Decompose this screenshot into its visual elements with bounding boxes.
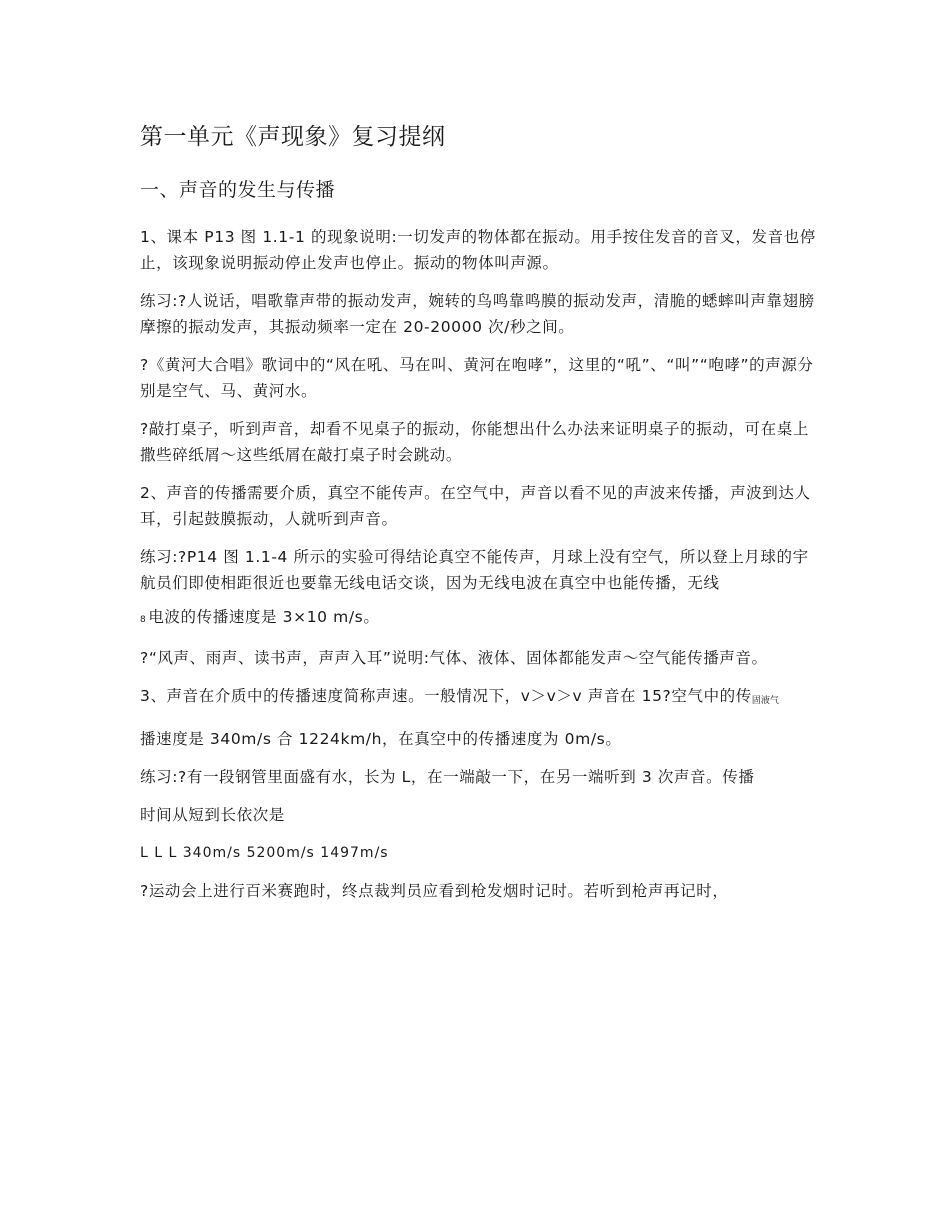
paragraph: 练习:?P14 图 1.1-4 所示的实验可得结论真空不能传声，月球上没有空气，所以登上月球的宇航员们即使相距很近也要靠无线电话交谈，因为无线电波在真空中也能传播，无线 bbox=[140, 548, 809, 592]
paragraph bbox=[140, 683, 820, 714]
document-page bbox=[140, 120, 820, 904]
page-title: 第一单元《声现象》复习提纲 bbox=[140, 124, 446, 150]
paragraph-text: 3、声音在介质中的传播速度简称声速。一般情况下，v＞v＞v 声音在 15?空气中的传 bbox=[140, 687, 752, 705]
paragraph: 2、声音的传播需要介质，真空不能传声。在空气中，声音以看不见的声波来传播，声波到达人耳，引起鼓膜振动，人就听到声音。 bbox=[140, 484, 811, 528]
paragraph: ?“风声、雨声、读书声，声声入耳”说明:气体、液体、固体都能发声～空气能传播声音。 bbox=[140, 649, 768, 667]
paragraph bbox=[140, 604, 820, 633]
paragraph: ?《黄河大合唱》歌词中的“风在吼、马在叫、黄河在咆哮”，这里的“吼”、“叫”“咆哮”的声源分别是空气、马、黄河水。 bbox=[140, 356, 814, 400]
paragraph: 练习:?有一段钢管里面盛有水，长为 L，在一端敲一下，在另一端听到 3 次声音。传播 bbox=[140, 768, 755, 786]
paragraph: 练习:?人说话，唱歌靠声带的振动发声，婉转的鸟鸣靠鸣膜的振动发声，清脆的蟋蟀叫声靠翅膀摩擦的振动发声，其振动频率一定在 20-20000 次/秒之间。 bbox=[140, 292, 815, 336]
paragraph: 播速度是 340m/s 合 1224km/h，在真空中的传播速度为 0m/s。 bbox=[140, 730, 622, 748]
paragraph: ?敲打桌子，听到声音，却看不见桌子的振动，你能想出什么办法来证明桌子的振动，可在桌上撒些碎纸屑～这些纸屑在敲打桌子时会跳动。 bbox=[140, 420, 809, 464]
paragraph: 时间从短到长依次是 bbox=[140, 806, 285, 824]
exponent-marker: 8 bbox=[140, 615, 147, 625]
paragraph: ?运动会上进行百米赛跑时，终点裁判员应看到枪发烟时记时。若听到枪声再记时， bbox=[140, 882, 729, 900]
section-heading: 一、声音的发生与传播 bbox=[140, 179, 336, 201]
paragraph-text: 电波的传播速度是 3×10 m/s。 bbox=[148, 608, 380, 626]
subscript-labels: 固液气 bbox=[751, 696, 779, 706]
paragraph: L L L 340m/s 5200m/s 1497m/s bbox=[140, 845, 389, 861]
paragraph: 1、课本 P13 图 1.1-1 的现象说明:一切发声的物体都在振动。用手按住发音的音叉，发音也停止，该现象说明振动停止发声也停止。振动的物体叫声源。 bbox=[140, 228, 816, 272]
